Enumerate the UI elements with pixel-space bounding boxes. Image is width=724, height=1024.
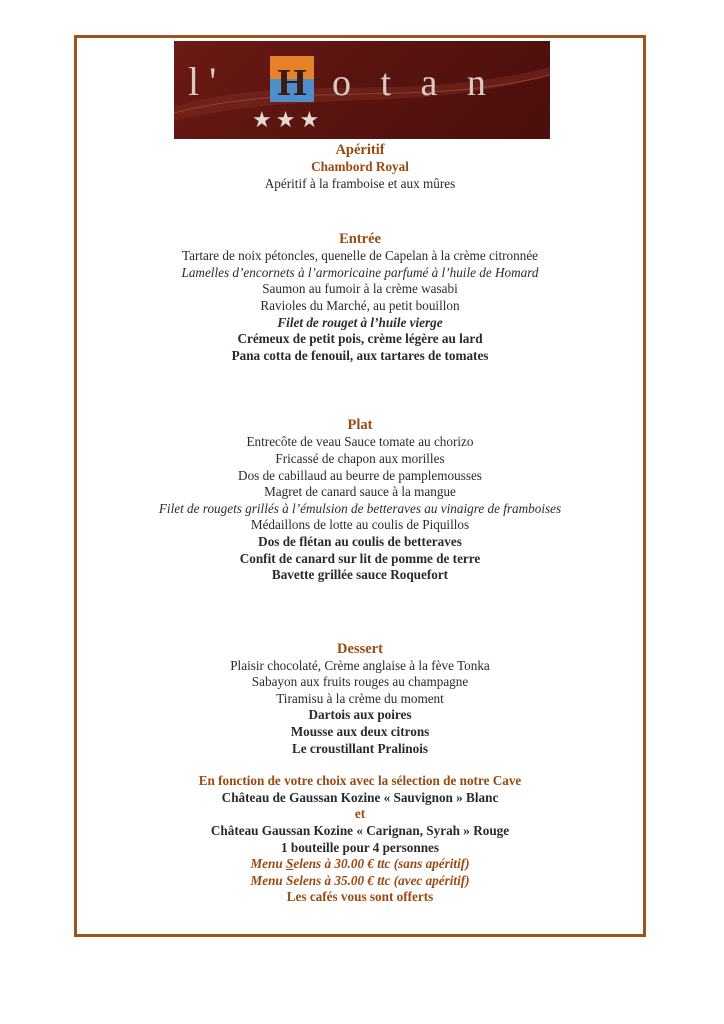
dessert-item: Le croustillant Pralinois: [291, 740, 429, 756]
entree-item: Crémeux de petit pois, crème légère au lard: [237, 331, 483, 347]
dessert-item: Plaisir chocolaté, Crème anglaise à la fève Tonka: [230, 657, 490, 673]
entree-item: Tartare de noix pétoncles, quenelle de Capelan à la crème citronnée: [181, 248, 539, 264]
wine-rouge: Château Gaussan Kozine « Carignan, Syrah » Rouge: [210, 823, 510, 839]
entree-item: Filet de rouget à l’huile vierge: [277, 314, 443, 330]
aperitif-description: Apéritif à la framboise et aux mûres: [264, 175, 456, 191]
aperitif-heading: Apéritif: [335, 142, 385, 158]
dessert-item: Sabayon aux fruits rouges au champagne: [251, 674, 469, 690]
plat-item: Filet de rougets grillés à l’émulsion de betteraves au vinaigre de framboises: [158, 500, 562, 516]
menu-price-1-prefix: Menu: [250, 856, 286, 872]
dessert-heading: Dessert: [337, 640, 383, 657]
bottle-note: 1 bouteille pour 4 personnes: [280, 839, 440, 855]
logo-letter: H: [277, 62, 307, 104]
dessert-item: Dartois aux poires: [308, 707, 412, 723]
plat-item: Magret de canard sauce à la mangue: [264, 484, 456, 500]
menu-content: [76, 141, 644, 906]
logo-suffix: o t a n: [332, 62, 496, 104]
plat-item: Dos de flétan au coulis de betteraves: [258, 533, 462, 549]
menu-price-2: Menu Selens à 35.00 € ttc (avec apéritif): [250, 872, 470, 888]
entree-item: Lamelles d’encornets à l’armoricaine parfumé à l’huile de Homard: [181, 264, 539, 280]
menu-price-1: [76, 856, 644, 873]
entree-item: Pana cotta de fenouil, aux tartares de tomates: [231, 347, 489, 363]
dessert-item: Tiramisu à la crème du moment: [276, 690, 444, 706]
hotel-logo: [174, 41, 550, 139]
plat-item: Entrecôte de veau Sauce tomate au chorizo: [246, 434, 474, 450]
entree-item: Ravioles du Marché, au petit bouillon: [260, 297, 460, 313]
dessert-item: Mousse aux deux citrons: [290, 724, 430, 740]
plat-item: Fricassé de chapon aux morilles: [275, 450, 445, 466]
aperitif-name: Chambord Royal: [311, 159, 409, 174]
menu-price-1-rest: elens à 30.00 € ttc (sans apéritif): [293, 856, 470, 872]
logo-prefix: l': [188, 59, 227, 104]
cafes-offered: Les cafés vous sont offerts: [286, 889, 434, 905]
plat-item: Confit de canard sur lit de pomme de terre: [239, 550, 481, 566]
menu-price-1-underlined-s: S: [286, 856, 294, 872]
entree-item: Saumon au fumoir à la crème wasabi: [262, 281, 458, 297]
plat-item: Dos de cabillaud au beurre de pamplemousses: [238, 467, 482, 483]
wine-separator: et: [354, 806, 366, 822]
plat-item: Médaillons de lotte au coulis de Piquillos: [250, 517, 470, 533]
cave-intro: En fonction de votre choix avec la sélection de notre Cave: [198, 773, 522, 789]
entree-heading: Entrée: [339, 231, 381, 248]
wine-blanc: Château de Gaussan Kozine « Sauvignon » Blanc: [221, 789, 499, 805]
plat-heading: Plat: [347, 417, 373, 434]
logo-stars: ★★★: [252, 108, 324, 133]
plat-item: Bavette grillée sauce Roquefort: [271, 567, 449, 583]
